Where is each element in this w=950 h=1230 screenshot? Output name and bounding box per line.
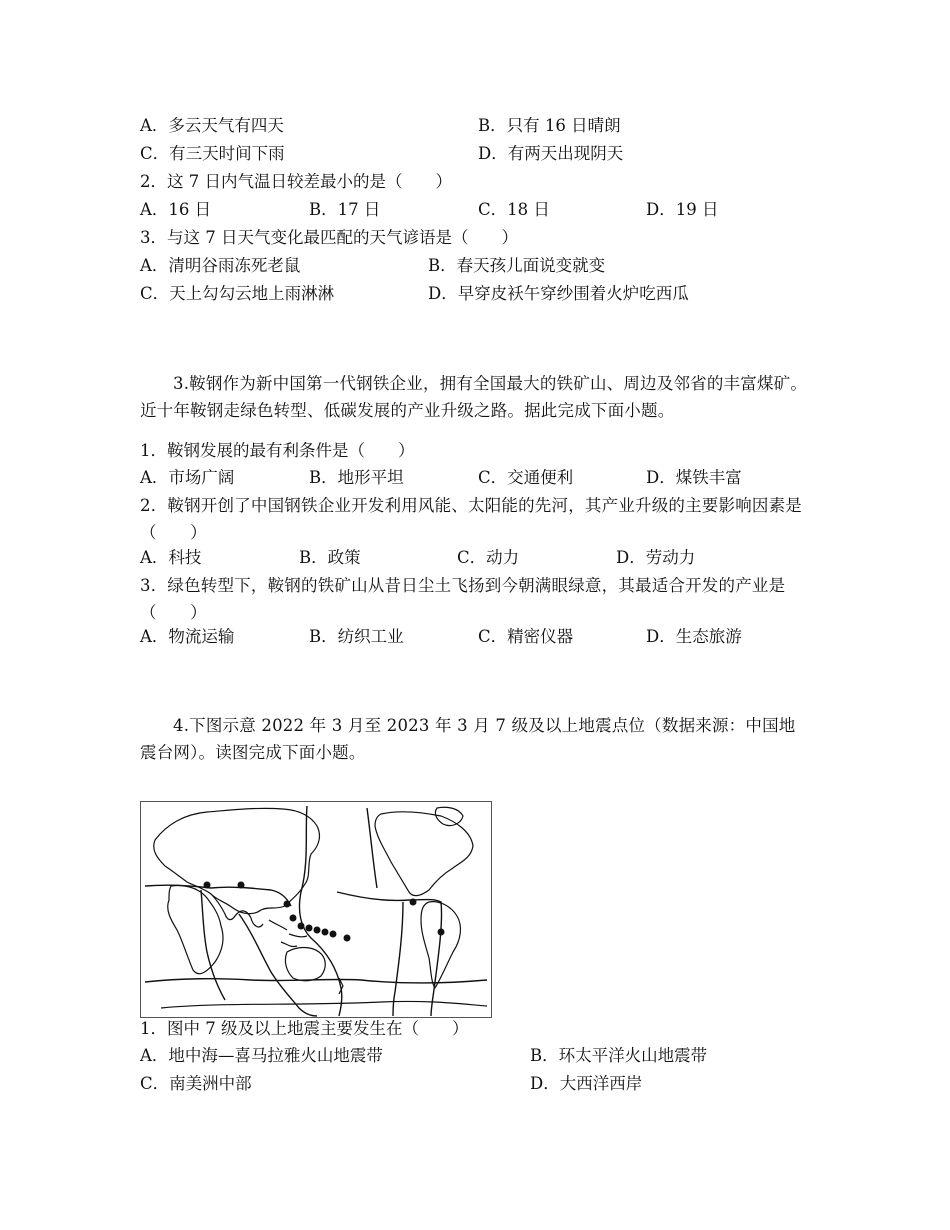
- quake-point: [438, 929, 445, 936]
- quake-point: [322, 929, 329, 936]
- s2-q3-stem: 3．与这 7 日天气变化最匹配的天气谚语是（ ）: [140, 228, 518, 247]
- s3-q2-stem: 2．鞍钢开创了中国钢铁企业开发利用风能、太阳能的先河，其产业升级的主要影响因素是（ ）: [140, 496, 802, 542]
- quake-point: [330, 931, 337, 938]
- s2-q3-option-a: A．清明谷雨冻死老鼠: [140, 256, 301, 275]
- s3-q3-option-c: C．精密仪器: [478, 627, 574, 646]
- earthquake-map-figure: [141, 802, 491, 1017]
- s3-q2-option-d: D．劳动力: [616, 548, 696, 567]
- s4-q1-option-a: A．地中海—喜马拉雅火山地震带: [140, 1046, 383, 1065]
- s3-q1-option-c: C．交通便利: [478, 468, 574, 487]
- quake-point: [306, 925, 313, 932]
- s3-q2-option-a: A．科技: [140, 548, 202, 567]
- s2-q3-option-c: C．天上勾勾云地上雨淋淋: [140, 284, 335, 303]
- plate-boundary-atlantic: [367, 808, 403, 1016]
- eurasia-outline: [154, 808, 320, 913]
- s3-q2-option-c: C．动力: [457, 548, 520, 567]
- s4-q1-stem: 1．图中 7 级及以上地震主要发生在（ ）: [140, 1019, 469, 1038]
- quake-point: [298, 923, 305, 930]
- s3-q2-option-b: B．政策: [299, 548, 361, 567]
- s3-q1-option-b: B．地形平坦: [309, 468, 404, 487]
- quake-point: [410, 899, 417, 906]
- plate-boundary-pacific-west: [299, 806, 341, 1016]
- quake-point: [204, 882, 211, 889]
- s2-q1-option-d: D．有两天出现阴天: [478, 144, 624, 163]
- quake-point: [284, 901, 291, 908]
- s2-q2-option-b: B．17 日: [309, 200, 381, 219]
- s3-q3-option-a: A．物流运输: [140, 627, 235, 646]
- s4-q1-option-b: B．环太平洋火山地震带: [530, 1046, 708, 1065]
- plate-boundary-pacific-east: [337, 892, 442, 1016]
- quake-point: [314, 927, 321, 934]
- s2-q2-option-d: D．19 日: [646, 200, 719, 219]
- plate-boundary-indian: [239, 914, 317, 1016]
- greenland-outline: [435, 807, 463, 825]
- s3-q3-option-d: D．生态旅游: [646, 627, 742, 646]
- s2-q1-option-b: B．只有 16 日晴朗: [478, 116, 621, 135]
- quake-point: [238, 882, 245, 889]
- s2-q2-option-a: A．16 日: [140, 200, 212, 219]
- north-america-outline: [375, 812, 473, 896]
- earthquake-map: [140, 801, 492, 1018]
- s4-q1-option-c: C．南美洲中部: [140, 1074, 252, 1093]
- s4-intro: 4.下图示意 2022 年 3 月至 2023 年 3 月 7 级及以上地震点位（数据来源：中国地震台网）。读图完成下面小题。: [140, 716, 796, 762]
- south-america-outline: [421, 902, 460, 988]
- s3-q1-stem: 1．鞍钢发展的最有利条件是（ ）: [140, 441, 415, 460]
- s3-intro: 3.鞍钢作为新中国第一代钢铁企业，拥有全国最大的铁矿山、周边及邻省的丰富煤矿。近十年鞍钢走绿色转型、低碳发展的产业升级之路。据此完成下面小题。: [140, 374, 808, 420]
- s2-q3-option-d: D．早穿皮袄午穿纱围着火炉吃西瓜: [428, 284, 689, 303]
- s2-q3-option-b: B．春天孩儿面说变就变: [428, 256, 606, 275]
- s2-q2-option-c: C．18 日: [478, 200, 550, 219]
- quake-point: [344, 935, 351, 942]
- s3-q1-option-d: D．煤铁丰富: [646, 468, 742, 487]
- s3-q1-option-a: A．市场广阔: [140, 468, 235, 487]
- s4-q1-option-d: D．大西洋西岸: [530, 1074, 643, 1093]
- s2-q2-stem: 2．这 7 日内气温日较差最小的是（ ）: [140, 172, 452, 191]
- australia-outline: [285, 948, 325, 981]
- s2-q1-option-a: A．多云天气有四天: [140, 116, 284, 135]
- s3-q3-option-b: B．纺织工业: [309, 627, 404, 646]
- s2-q1-option-c: C．有三天时间下雨: [140, 144, 285, 163]
- s3-q3-stem: 3．绿色转型下，鞍钢的铁矿山从昔日尘土飞扬到今朝满眼绿意，其最适合开发的产业是（ ）: [140, 576, 786, 622]
- antarctica-outline: [161, 1001, 487, 1008]
- quake-point: [290, 915, 297, 922]
